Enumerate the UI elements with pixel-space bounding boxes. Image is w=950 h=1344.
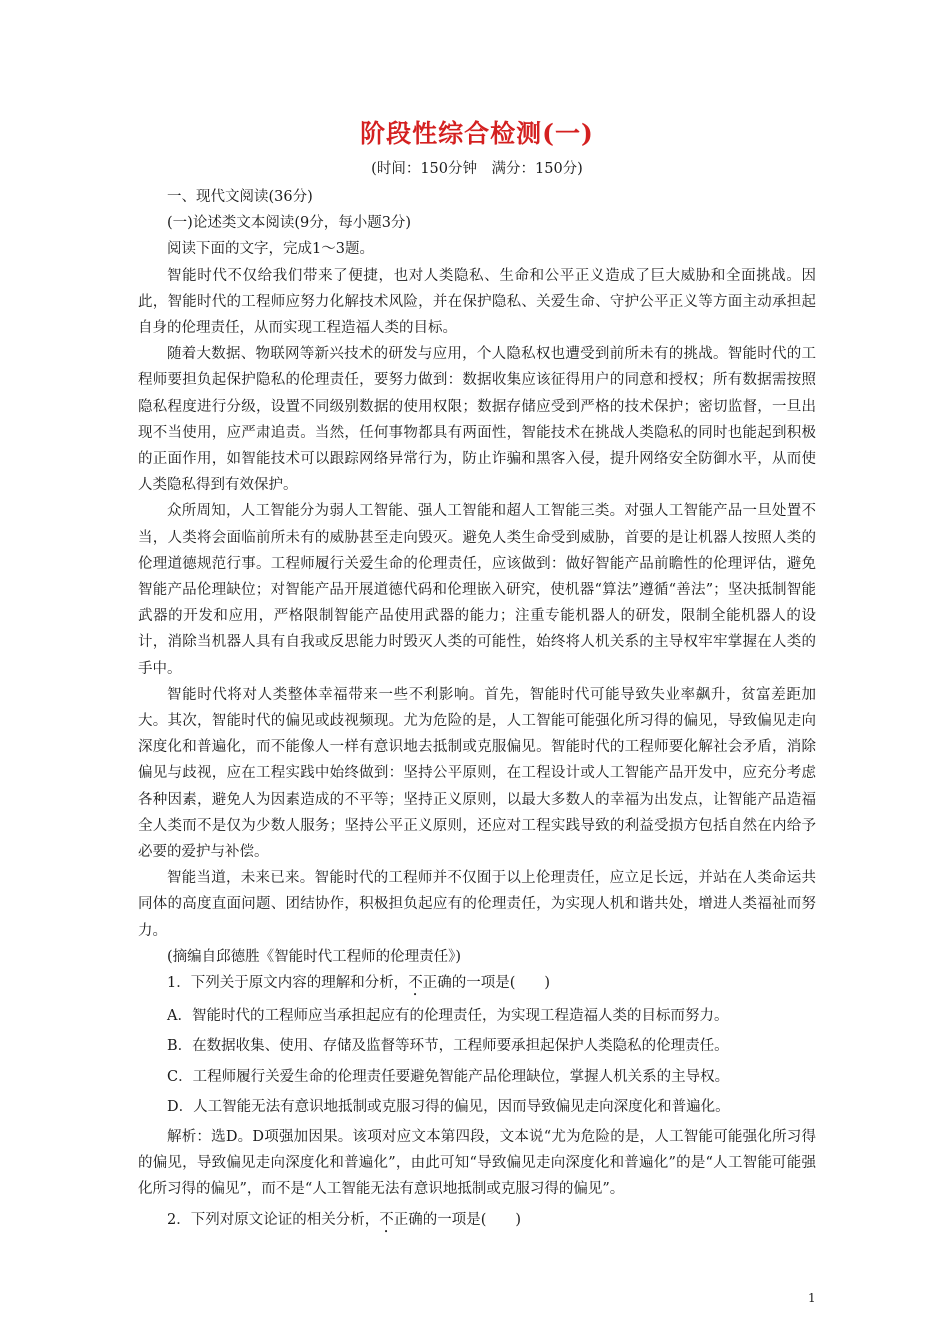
question-1-option-d: D．人工智能无法有意识地抵制或克服习得的偏见，因而导致偏见走向深度化和普遍化。: [167, 1098, 730, 1115]
question-2-stem-start: 2．下列对原文论证的相关分析，: [167, 1211, 380, 1228]
question-2-stem-end: 正确的一项是( ): [393, 1211, 522, 1228]
passage-paragraph-4: 智能时代将对人类整体幸福带来一些不利影响。首先，智能时代可能导致失业率飙升，贫富差距加大。其次，智能时代的偏见或歧视频现。尤为危险的是，人工智能可能强化所习得的偏见，导致偏见走向深度化和普遍化，而不能像人一样有意识地去抵制或克服偏见。智能时代的工程师要化解社会矛盾，消除偏见与歧视，应在工程实践中始终做到：坚持公平原则，在工程设计或人工智能产品开发中，应充分考虑各种因素，避免人为因素造成的不平等；坚持正义原则，以最大多数人的幸福为出发点，让智能产品造福全人类而不是仅为少数人服务；坚持公平正义原则，还应对工程实践导致的利益受损方包括自然在内给予必要的爱护与补偿。: [138, 686, 816, 861]
passage-paragraph-1: 智能时代不仅给我们带来了便捷，也对人类隐私、生命和公平正义造成了巨大威胁和全面挑战。因此，智能时代的工程师应努力化解技术风险，并在保护隐私、关爱生命、守护公平正义等方面主动承担起自身的伦理责任，从而实现工程造福人类的目标。: [138, 267, 816, 337]
question-1-option-b: B．在数据收集、使用、存储及监督等环节，工程师要承担起保护人类隐私的伦理责任。: [167, 1038, 729, 1055]
passage-paragraph-3: 众所周知，人工智能分为弱人工智能、强人工智能和超人工智能三类。对强人工智能产品一旦处置不当，人类将会面临前所未有的威胁甚至走向毁灭。避免人类生命受到威胁，首要的是让机器人按照人类的伦理道德规范行事。工程师履行关爱生命的伦理责任，应该做到：做好智能产品前瞻性的伦理评估，避免智能产品伦理缺位；对智能产品开展道德代码和伦理嵌入研究，使机器“算法”遵循“善法”；坚决抵制智能武器的开发和应用，严格限制智能产品使用武器的能力；注重专能机器人的研发，限制全能机器人的设计，消除当机器人具有自我或反思能力时毁灭人类的可能性，始终将人机关系的主导权牢牢掌握在人类的手中。: [138, 503, 816, 677]
question-1-stem-end: 正确的一项是( ): [422, 975, 551, 992]
question-1-option-a: A．智能时代的工程师应当承担起应有的伦理责任，为实现工程造福人类的目标而努力。: [167, 1008, 729, 1025]
question-1-analysis: 解析：选D。D项强加因果。该项对应文本第四段，文本说“尤为危险的是，人工智能可能强化所习得的偏见，导致偏见走向深度化和普遍化”，由此可知“导致偏见走向深度化和普遍化”的是“人工智能可能强化所习得的偏见”，而不是“人工智能无法有意识地抵制或克服习得的偏见”。: [138, 1128, 816, 1198]
subsection-heading: (一)论述类文本阅读(9分，每小题3分): [167, 215, 412, 232]
passage-paragraph-2: 随着大数据、物联网等新兴技术的研发与应用，个人隐私权也遭受到前所未有的挑战。智能时代的工程师要担负起保护隐私的伦理责任，要努力做到：数据收集应该征得用户的同意和授权；所有数据需按照隐私程度进行分级，设置不同级别数据的使用权限；数据存储应受到严格的技术保护；密切监督，一旦出现不当使用，应严肃追责。当然，任何事物都具有两面性，智能技术在挑战人类隐私的同时也能起到积极的正面作用，如智能技术可以跟踪网络异常行为，防止诈骗和黑客入侵，提升网络安全防御水平，从而使人类隐私得到有效保护。: [138, 346, 816, 494]
passage-paragraph-5: 智能当道，未来已来。智能时代的工程师并不仅囿于以上伦理责任，应立足长远，并站在人类命运共同体的高度直面问题、团结协作，积极担负起应有的伦理责任，为实现人机和谐共处，增进人类福祉而努力。: [138, 870, 816, 939]
document-body: [138, 118, 816, 1236]
question-1-stem-start: 1．下列关于原文内容的理解和分析，: [167, 975, 409, 992]
reading-instruction: 阅读下面的文字，完成1～3题。: [167, 241, 374, 258]
question-1-option-c: C．工程师履行关爱生命的伦理责任要避免智能产品伦理缺位，掌握人机关系的主导权。: [167, 1068, 730, 1085]
page-title: 阶段性综合检测(一): [360, 119, 594, 148]
question-2: [138, 1207, 816, 1236]
question-1-emphasis: 不: [408, 975, 423, 992]
question-2-emphasis: 不: [379, 1211, 394, 1228]
section-heading: 一、现代文阅读(36分): [167, 189, 313, 205]
passage-source: (摘编自邱德胜《智能时代工程师的伦理责任》): [167, 948, 462, 965]
question-1: [138, 970, 816, 999]
exam-time-score: (时间：150分钟 满分：150分): [371, 161, 583, 177]
page-number: 1: [808, 1291, 816, 1305]
